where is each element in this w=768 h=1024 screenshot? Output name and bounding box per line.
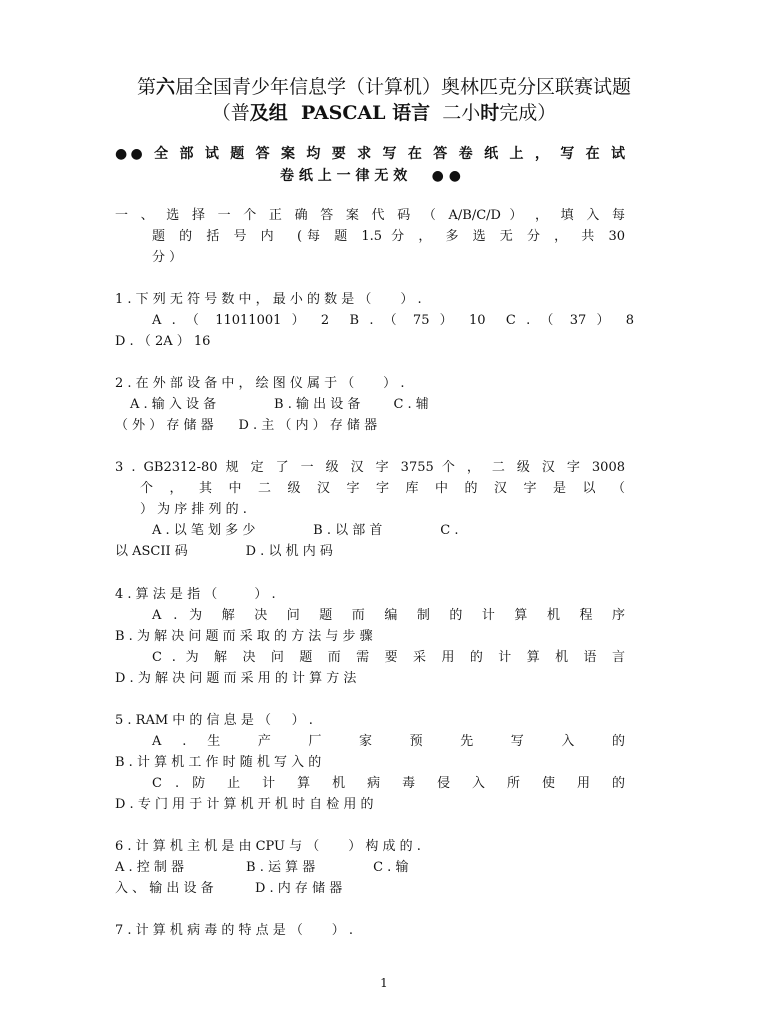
question-7-stem: 7 . 计 算 机 病 毒 的 特 点 是 （ ） . (115, 923, 354, 938)
notice-line-1: ●● 全 部 试 题 答 案 均 要 求 写 在 答 卷 纸 上 ， 写 在 试 (115, 146, 625, 162)
question-5-option-d: D . 专 门 用 于 计 算 机 开 机 时 自 检 用 的 (115, 797, 374, 812)
question-1-options: A . （ 11011001 ） 2 B . （ 75 ） 10 C . （ 37 ） 8 (152, 313, 634, 328)
question-1-stem: 1 . 下 列 无 符 号 数 中 ， 最 小 的 数 是 （ ） . (115, 292, 422, 307)
question-3-stem-1: 3 . GB2312-80 规 定 了 一 级 汉 字 3755 个 ， 二 级 汉 字 3008 (115, 460, 625, 475)
subtitle-text: 完成） (499, 102, 557, 124)
title-text: 届全国青少年信息学（计算机）奥林匹克分区联赛试题 (175, 76, 632, 98)
question-4-option-d: D . 为 解 决 问 题 而 采 用 的 计 算 方 法 (115, 671, 357, 686)
question-4-option-b: B . 为 解 决 问 题 而 采 取 的 方 法 与 步 骤 (115, 629, 373, 644)
question-5-option-b: B . 计 算 机 工 作 时 随 机 写 入 的 (115, 755, 322, 770)
subtitle-text: （普 (211, 102, 250, 124)
question-5-option-c: C . 防 止 计 算 机 病 毒 侵 入 所 使 用 的 (152, 776, 625, 791)
question-6-options-cont: 入 、 输 出 设 备 D . 内 存 储 器 (115, 881, 343, 896)
question-4-option-c: C . 为 解 决 问 题 而 需 要 采 用 的 计 算 机 语 言 (152, 650, 625, 665)
question-3-options: A . 以 笔 划 多 少 B . 以 部 首 C . (152, 523, 459, 538)
subtitle-text: 二小 (430, 102, 481, 124)
question-2-stem: 2 . 在 外 部 设 备 中 ， 绘 图 仪 属 于 （ ） . (115, 376, 405, 391)
section-heading-line-1: 一 、 选 择 一 个 正 确 答 案 代 码 （ A/B/C/D ） ， 填 入 每 (115, 208, 625, 223)
question-2-options: A . 输 入 设 备 B . 输 出 设 备 C . 辅 (130, 397, 429, 412)
question-2-options-cont: （ 外 ） 存 储 器 D . 主 （ 内 ） 存 储 器 (115, 418, 378, 433)
question-3-stem-3: ） 为 序 排 列 的 . (140, 502, 247, 517)
question-5-stem: 5 . RAM 中 的 信 息 是 （ ） . (115, 713, 313, 728)
notice-line-2: 卷 纸 上 一 律 无 效 ● ● (280, 168, 461, 184)
section-heading-line-2: 题 的 括 号 内 (每 题 1.5 分 ， 多 选 无 分 ， 共 30 (152, 229, 625, 244)
question-6-options: A . 控 制 器 B . 运 算 器 C . 输 (115, 860, 409, 875)
subtitle-bold-text: 及组 PASCAL 语言 (249, 102, 431, 124)
question-3-options-cont: 以 ASCII 码 D . 以 机 内 码 (115, 544, 333, 559)
question-4-stem: 4 . 算 法 是 指 （ ） . (115, 587, 276, 602)
subtitle-bold-text: 时 (480, 102, 500, 124)
question-4-option-a: A . 为 解 决 问 题 而 编 制 的 计 算 机 程 序 (152, 608, 625, 623)
question-3-stem-2: 个 ， 其 中 二 级 汉 字 字 库 中 的 汉 字 是 以 （ (140, 481, 625, 496)
title-line-2 (0, 98, 768, 125)
section-heading-line-3: 分 ） (152, 250, 183, 265)
question-5-option-a: A . 生 产 厂 家 预 先 写 入 的 (152, 734, 625, 749)
title-bold-text: 六 (155, 76, 175, 98)
question-1-options-cont: D . （ 2A ） 16 (115, 334, 211, 349)
page-number: 1 (380, 976, 388, 990)
title-line-1 (0, 72, 768, 99)
title-text: 第 (136, 76, 156, 98)
question-6-stem: 6 . 计 算 机 主 机 是 由 CPU 与 （ ） 构 成 的 . (115, 839, 421, 854)
